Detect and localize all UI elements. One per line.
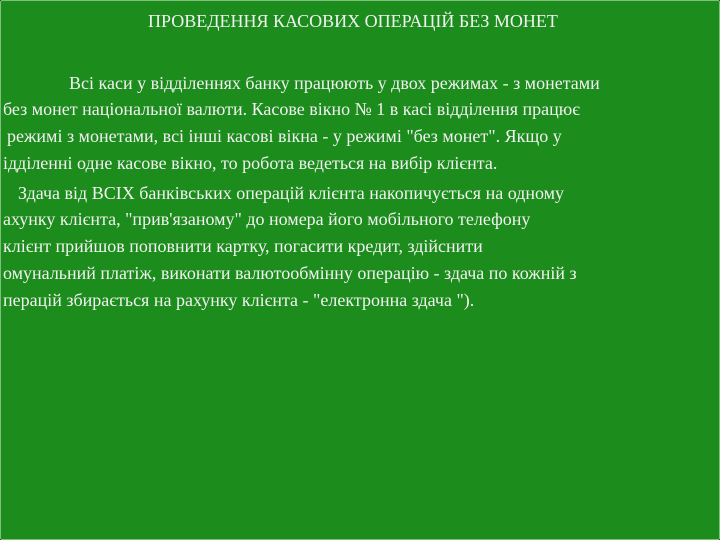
paragraph-2-line-5: перацій збирається на рахунку клієнта - "електронна здача "). xyxy=(3,290,475,310)
slide-title: ПРОВЕДЕННЯ КАСОВИХ ОПЕРАЦІЙ БЕЗ МОНЕТ xyxy=(148,11,558,31)
paragraph-2-line-1: Здача від ВСІХ банківських операцій клієнта накопичується на одному xyxy=(18,183,565,203)
paragraph-1-line-3: режимі з монетами, всі інші касові вікна - у режимі "без монет". Якщо у xyxy=(7,126,562,146)
paragraph-1-line-4: ідділенні одне касове вікно, то робота ведеться на вибір клієнта. xyxy=(3,153,498,173)
paragraph-2-line-3: клієнт прийшов поповнити картку, погасити кредит, здійснити xyxy=(3,236,483,256)
paragraph-2-line-4: омунальний платіж, виконати валютообмінну операцію - здача по кожній з xyxy=(3,263,577,283)
paragraph-2-line-2: ахунку клієнта, "прив'язаному" до номера його мобільного телефону xyxy=(3,209,531,229)
paragraph-1-line-1: Всі каси у відділеннях банку працюють у двох режимах - з монетами xyxy=(69,73,600,93)
paragraph-1-line-2: без монет національної валюти. Касове вікно № 1 в касі відділення працює xyxy=(3,99,580,119)
